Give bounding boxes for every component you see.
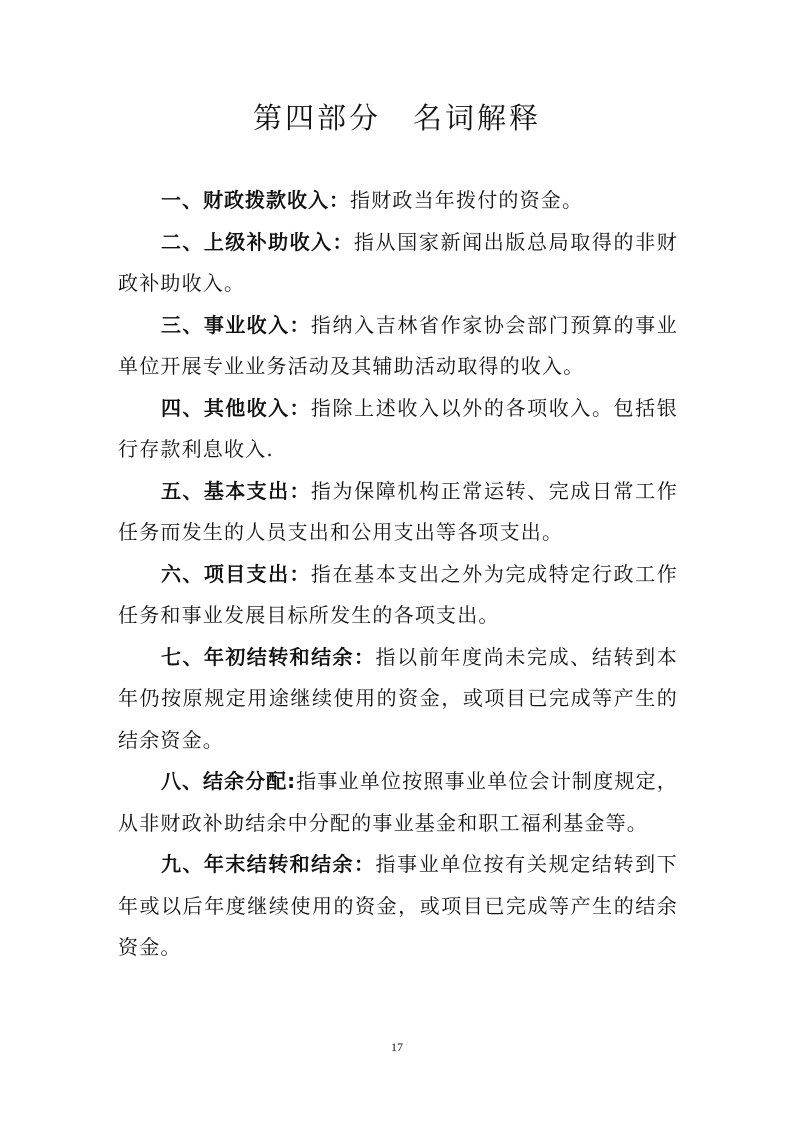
page-number: 17 <box>391 1040 403 1054</box>
definition-text: 指从国家新闻出版总局取得的非财政补助收入。 <box>118 229 679 295</box>
definition-item-5 <box>118 471 678 554</box>
definition-item-9 <box>118 844 678 969</box>
definition-text: 指财政当年拨付的资金。 <box>350 188 584 212</box>
definition-term: 五、基本支出： <box>161 478 311 503</box>
definition-text: 指在基本支出之外为完成特定行政工作任务和事业发展目标所发生的各项支出。 <box>118 561 678 627</box>
page-title: 第四部分 名词解释 <box>252 101 541 135</box>
definition-item-2 <box>118 222 678 305</box>
definition-item-4 <box>118 388 678 471</box>
definition-term: 二、上级补助收入： <box>161 229 354 254</box>
definition-text: 指纳入吉林省作家协会部门预算的事业单位开展专业业务活动及其辅助活动取得的收入。 <box>118 312 678 378</box>
definition-term: 九、年末结转和结余： <box>161 852 376 876</box>
definition-term: 八、结余分配: <box>161 769 297 793</box>
definition-term: 七、年初结转和结余： <box>161 644 376 669</box>
definition-text: 指事业单位按照事业单位会计制度规定，从非财政补助结余中分配的事业基金和职工福利基金等。 <box>118 769 679 835</box>
definition-text: 指以前年度尚未完成、结转到本年仍按原规定用途继续使用的资金，或项目已完成等产生的结余资金。 <box>118 644 678 752</box>
definition-item-8 <box>118 761 678 844</box>
definition-item-6 <box>118 554 678 637</box>
definitions-list <box>118 180 678 969</box>
definition-text: 指事业单位按有关规定结转到下年或以后年度继续使用的资金，或项目已完成等产生的结余资金。 <box>118 852 678 959</box>
definition-item-7 <box>118 637 678 762</box>
definition-term: 四、其他收入： <box>161 395 311 420</box>
definition-item-1 <box>118 180 678 222</box>
definition-term: 六、项目支出： <box>161 561 311 586</box>
definition-term: 一、财政拨款收入： <box>161 188 350 212</box>
definition-text: 指为保障机构正常运转、完成日常工作任务而发生的人员支出和公用支出等各项支出。 <box>118 478 678 544</box>
definition-item-3 <box>118 305 678 388</box>
definition-term: 三、事业收入： <box>161 312 311 337</box>
definition-text: 指除上述收入以外的各项收入。包括银行存款利息收入. <box>118 395 678 461</box>
